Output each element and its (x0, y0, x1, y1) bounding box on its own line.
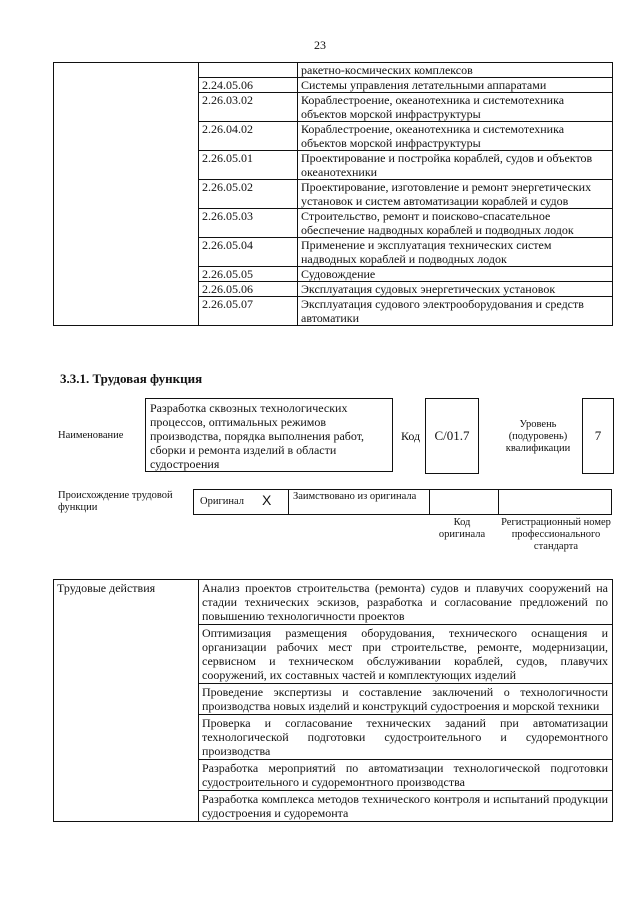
table-row (54, 63, 613, 78)
name-cell: Строительство, ремонт и поисково-спасательное обеспечение надводных кораблей и подводных лодок (298, 209, 613, 238)
code-cell: 2.26.05.06 (199, 282, 298, 297)
name-cell: Проектирование и постройка кораблей, судов и объектов океанотехники (298, 151, 613, 180)
code-cell: 2.26.05.07 (199, 297, 298, 326)
origin-row (193, 489, 612, 515)
borrowed-cell: Заимствовано из оригинала (288, 489, 430, 515)
labor-actions-table (53, 579, 613, 822)
code-original-caption: Код оригинала (438, 517, 486, 540)
action-item: Проведение экспертизы и составление заключений о технологичности производства новых изделий и конструкций судостроения и морской техники (199, 684, 613, 715)
code-cell: 2.26.05.04 (199, 238, 298, 267)
code-cell: 2.26.05.05 (199, 267, 298, 282)
action-item: Разработка комплекса методов технического контроля и испытаний продукции судостроения и судоремонта (199, 791, 613, 822)
name-cell: Судовождение (298, 267, 613, 282)
code-cell: 2.26.05.03 (199, 209, 298, 238)
name-cell: Кораблестроение, океанотехника и системотехника объектов морской инфраструктуры (298, 122, 613, 151)
code-cell: 2.24.05.06 (199, 78, 298, 93)
code-cell: 2.26.03.02 (199, 93, 298, 122)
name-cell: Эксплуатация судового электрооборудования и средств автоматики (298, 297, 613, 326)
name-cell: Системы управления летательными аппаратами (298, 78, 613, 93)
section-title: 3.3.1. Трудовая функция (60, 371, 203, 386)
reg-number-caption: Регистрационный номер профессионального стандарта (501, 517, 611, 552)
original-label: Оригинал (200, 496, 244, 507)
action-item: Оптимизация размещения оборудования, технического оснащения и организации рабочих мест при строительстве, ремонте, модернизации, сервисном и техническом обслуживании кораблей, судов, плавучих сооружений, их составных частей и комплектующих изделий (199, 625, 613, 684)
reg-number-cell (498, 489, 612, 515)
action-item: Разработка мероприятий по автоматизации технологической подготовки судостроительного и судоремонтного производства (199, 760, 613, 791)
code-original-cell (429, 489, 499, 515)
table-row (54, 580, 613, 625)
name-cell: Эксплуатация судовых энергетических установок (298, 282, 613, 297)
specialty-codes-table (53, 62, 613, 326)
code-cell: 2.26.04.02 (199, 122, 298, 151)
name-cell: ракетно-космических комплексов (298, 63, 613, 78)
function-name-value: Разработка сквозных технологических процессов, оптимальных режимов производства, порядка выполнения работ, сборки и ремонта изделий в области судостроения (145, 398, 393, 472)
name-cell: Проектирование, изготовление и ремонт энергетических установок и систем автоматизации кораблей и судов (298, 180, 613, 209)
empty-cell (54, 63, 199, 326)
function-code-value: C/01.7 (425, 398, 479, 474)
name-label: Наименование (58, 430, 124, 441)
original-cell (193, 489, 289, 515)
original-mark: X (262, 492, 272, 508)
name-cell: Кораблестроение, океанотехника и системотехника объектов морской инфраструктуры (298, 93, 613, 122)
level-value: 7 (582, 398, 614, 474)
code-cell (199, 63, 298, 78)
code-cell: 2.26.05.02 (199, 180, 298, 209)
level-label: Уровень (подуровень) квалификации (505, 419, 571, 454)
code-label: Код (401, 429, 421, 443)
origin-label: Происхождение трудовой функции (58, 490, 173, 513)
page-number: 23 (314, 38, 326, 52)
code-cell: 2.26.05.01 (199, 151, 298, 180)
action-item: Проверка и согласование технических заданий при автоматизации технологической подготовки судостроительного и судоремонтного производства (199, 715, 613, 760)
actions-header: Трудовые действия (54, 580, 199, 822)
name-cell: Применение и эксплуатация технических систем надводных кораблей и подводных лодок (298, 238, 613, 267)
action-item: Анализ проектов строительства (ремонта) судов и плавучих сооружений на стадии технических эскизов, разработка и согласование предложений по повышению технологичности проектов (199, 580, 613, 625)
